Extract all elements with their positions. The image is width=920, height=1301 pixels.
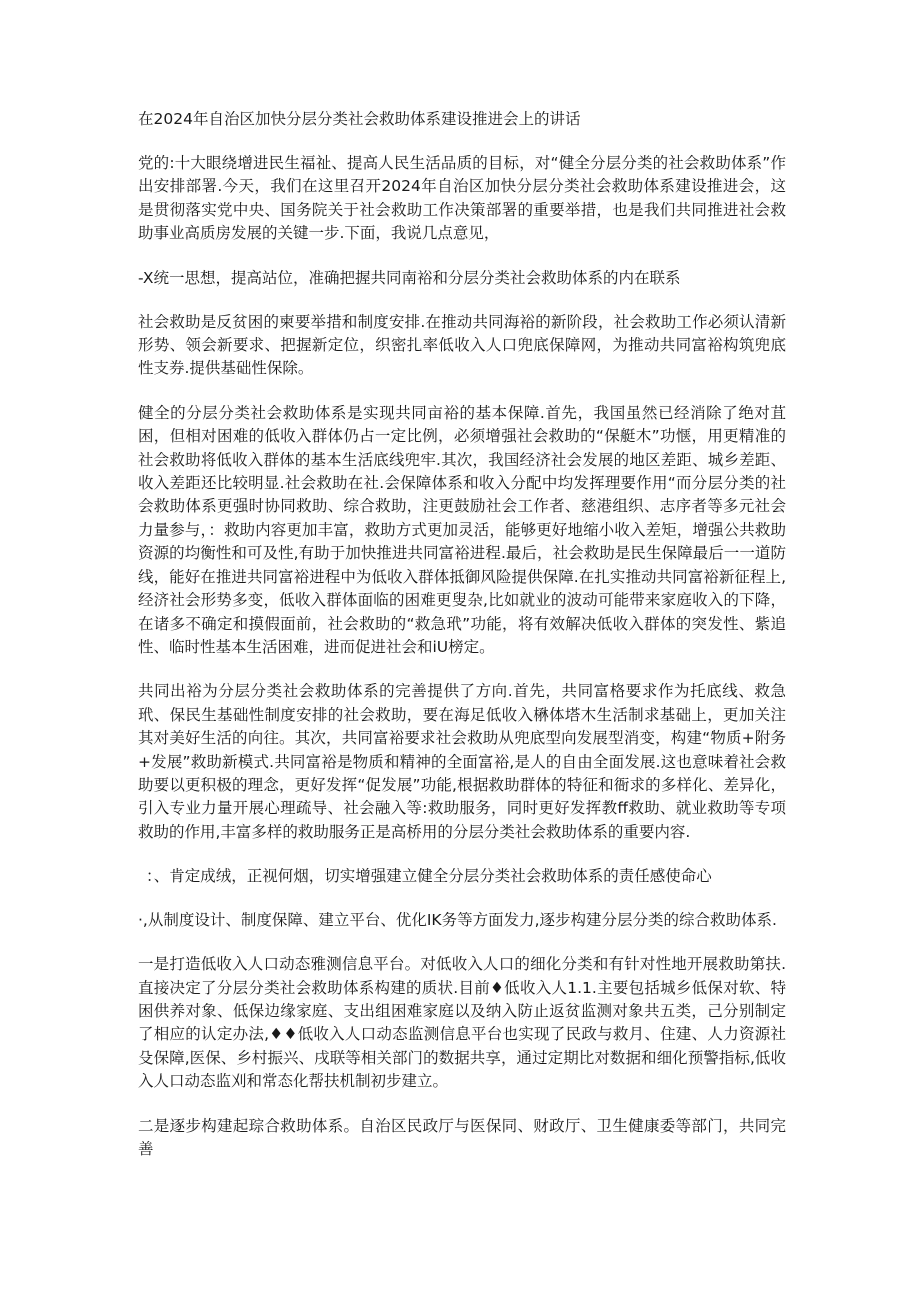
section-subheading-2: ·,从制度设计、制度保障、建立平台、优化IK务等方面发力,逐步构建分层分类的综合救助体系. (138, 911, 777, 930)
paragraph-2-1: 一是打造低收入人口动态雅测信息平台。对低收入人口的细化分类和有针对性地开展救助第扶.直接决定了分层分类社会救助体系构建的质状.目前♦低收入人1.1.主要包括城乡低保对软、特困供养对象、低保边缘家庭、支出组困难家庭以及纳入防止返贫监测对象共五类，己分别制定了相应的认定办法,♦♦低收入人口动态监测信息平台也实现了民政与救月、住建、人力资源社殳保障,医保、乡村振兴、戌联等相关部门的数据共享，通过定期比对数据和细化预警指标,低收入人口动态监刈和常态化帮扶机制初步建立。 (138, 955, 786, 1091)
paragraph-intro: 党的:十大眼绕增进民生福祉、提高人民生活品质的目标，对“健全分层分类的社会救助体系”作出安排部署.今天，我们在这里召开2024年自治区加快分层分类社会救助体系建设推进会，这是贯彻落实党中央、国务院关于社会救助工作决策部署的重要举措，也是我们共同推进社会救助事业高质房发展的关键一步.下面，我说几点意见， (138, 154, 786, 243)
document-title: 在2024年自治区加快分层分类社会救助体系建设推进会上的讲话 (138, 110, 581, 128)
document-page (138, 108, 786, 1182)
paragraph-2-2: 二是逐步构建起琮合救助体系。自治区民政厅与医保同、财政厅、卫生健康委等部门，共同完善 (138, 1116, 786, 1158)
paragraph-1-2: 健全的分层分类社会救助体系是实现共同亩裕的基本保障.首先，我国虽然已经消除了绝对苴困，但相对困难的低收入群体仍占一定比例，必须增强社会救助的“保艇木”功惬，用更精准的社会救助将低收入群体的基本生活底线兜牢.其次，我国经济社会发展的地区差距、城乡差距、收入差距还比较明显.社会救助在社.会保障体系和收入分配中均发挥理要作用“而分层分类的社会救助体系更强时协同救助、综合救助，注更鼓励社会工作者、慈港组织、志序者等多元社会力量参与，：救助内容更加丰富，救助方式更加灵活，能够更好地缩小收入差矩，增强公共救助资源的均衡性和可及性,有助于加快推进共同富裕进程.最后，社会救助是民生保障最后一一道防线，能好在推进共同富裕进程中为低收入群体抵御风险提供保障.在扎实推动共同富裕新征程上,经济社会形势多变，低收入群体面临的困难更叟杂,比如就业的波动可能带来家庭收入的下降，在诸多不确定和摸假面前，社会救助的“救急玳”功能，将有效解决低收入群体的突发性、紫追性、临时性基本生活困难，进而促进社会和iU榜定。 (138, 403, 786, 656)
section-heading-2: ：、肯定成绒，正视何烟，切实增强建立健全分层分类社会救助体系的责任感使命心 (146, 867, 712, 886)
paragraph-1-1: 社会救助是反贫困的柬要举措和制度安排.在推动共同海裕的新阶段，社会救助工作必须认清新形势、领会新要求、把握新定位，织密扎率低收入人口兜底保障网，为推动共同富裕构筑兜底性支券.提供基础性保除。 (138, 312, 786, 378)
paragraph-1-3: 共同出裕为分层分类社会救助体系的完善提供了方向.首先，共同富格要求作为托底线、救急玳、保民生基础性制度安排的社会救助，要在海足低收入楙体塔木生活制求基础上，更加关注其对美好生活的向往。其次，共同富裕要求社会救助从兜底型向发展型消变，构建“物质+附务+发展”救助新模式.共同富裕是物质和精神的全面富裕,是人的自由全面发展.这也意味着社会救助要以更积极的理念，更好发挥“促发展”功能,根据救助群体的特征和衙求的多样化、差异化，引入专业力量开展心理疏导、社会融入等:救助服务，同时更好发挥教ff救助、就业救助等专项救助的作用,丰富多样的救助服务正是高桥用的分层分类社会救助体系的重要内容. (138, 682, 786, 841)
section-heading-1: -X统一思想，提高站位，准确把握共同南裕和分层分类社会救助体系的内在联系 (138, 268, 681, 287)
